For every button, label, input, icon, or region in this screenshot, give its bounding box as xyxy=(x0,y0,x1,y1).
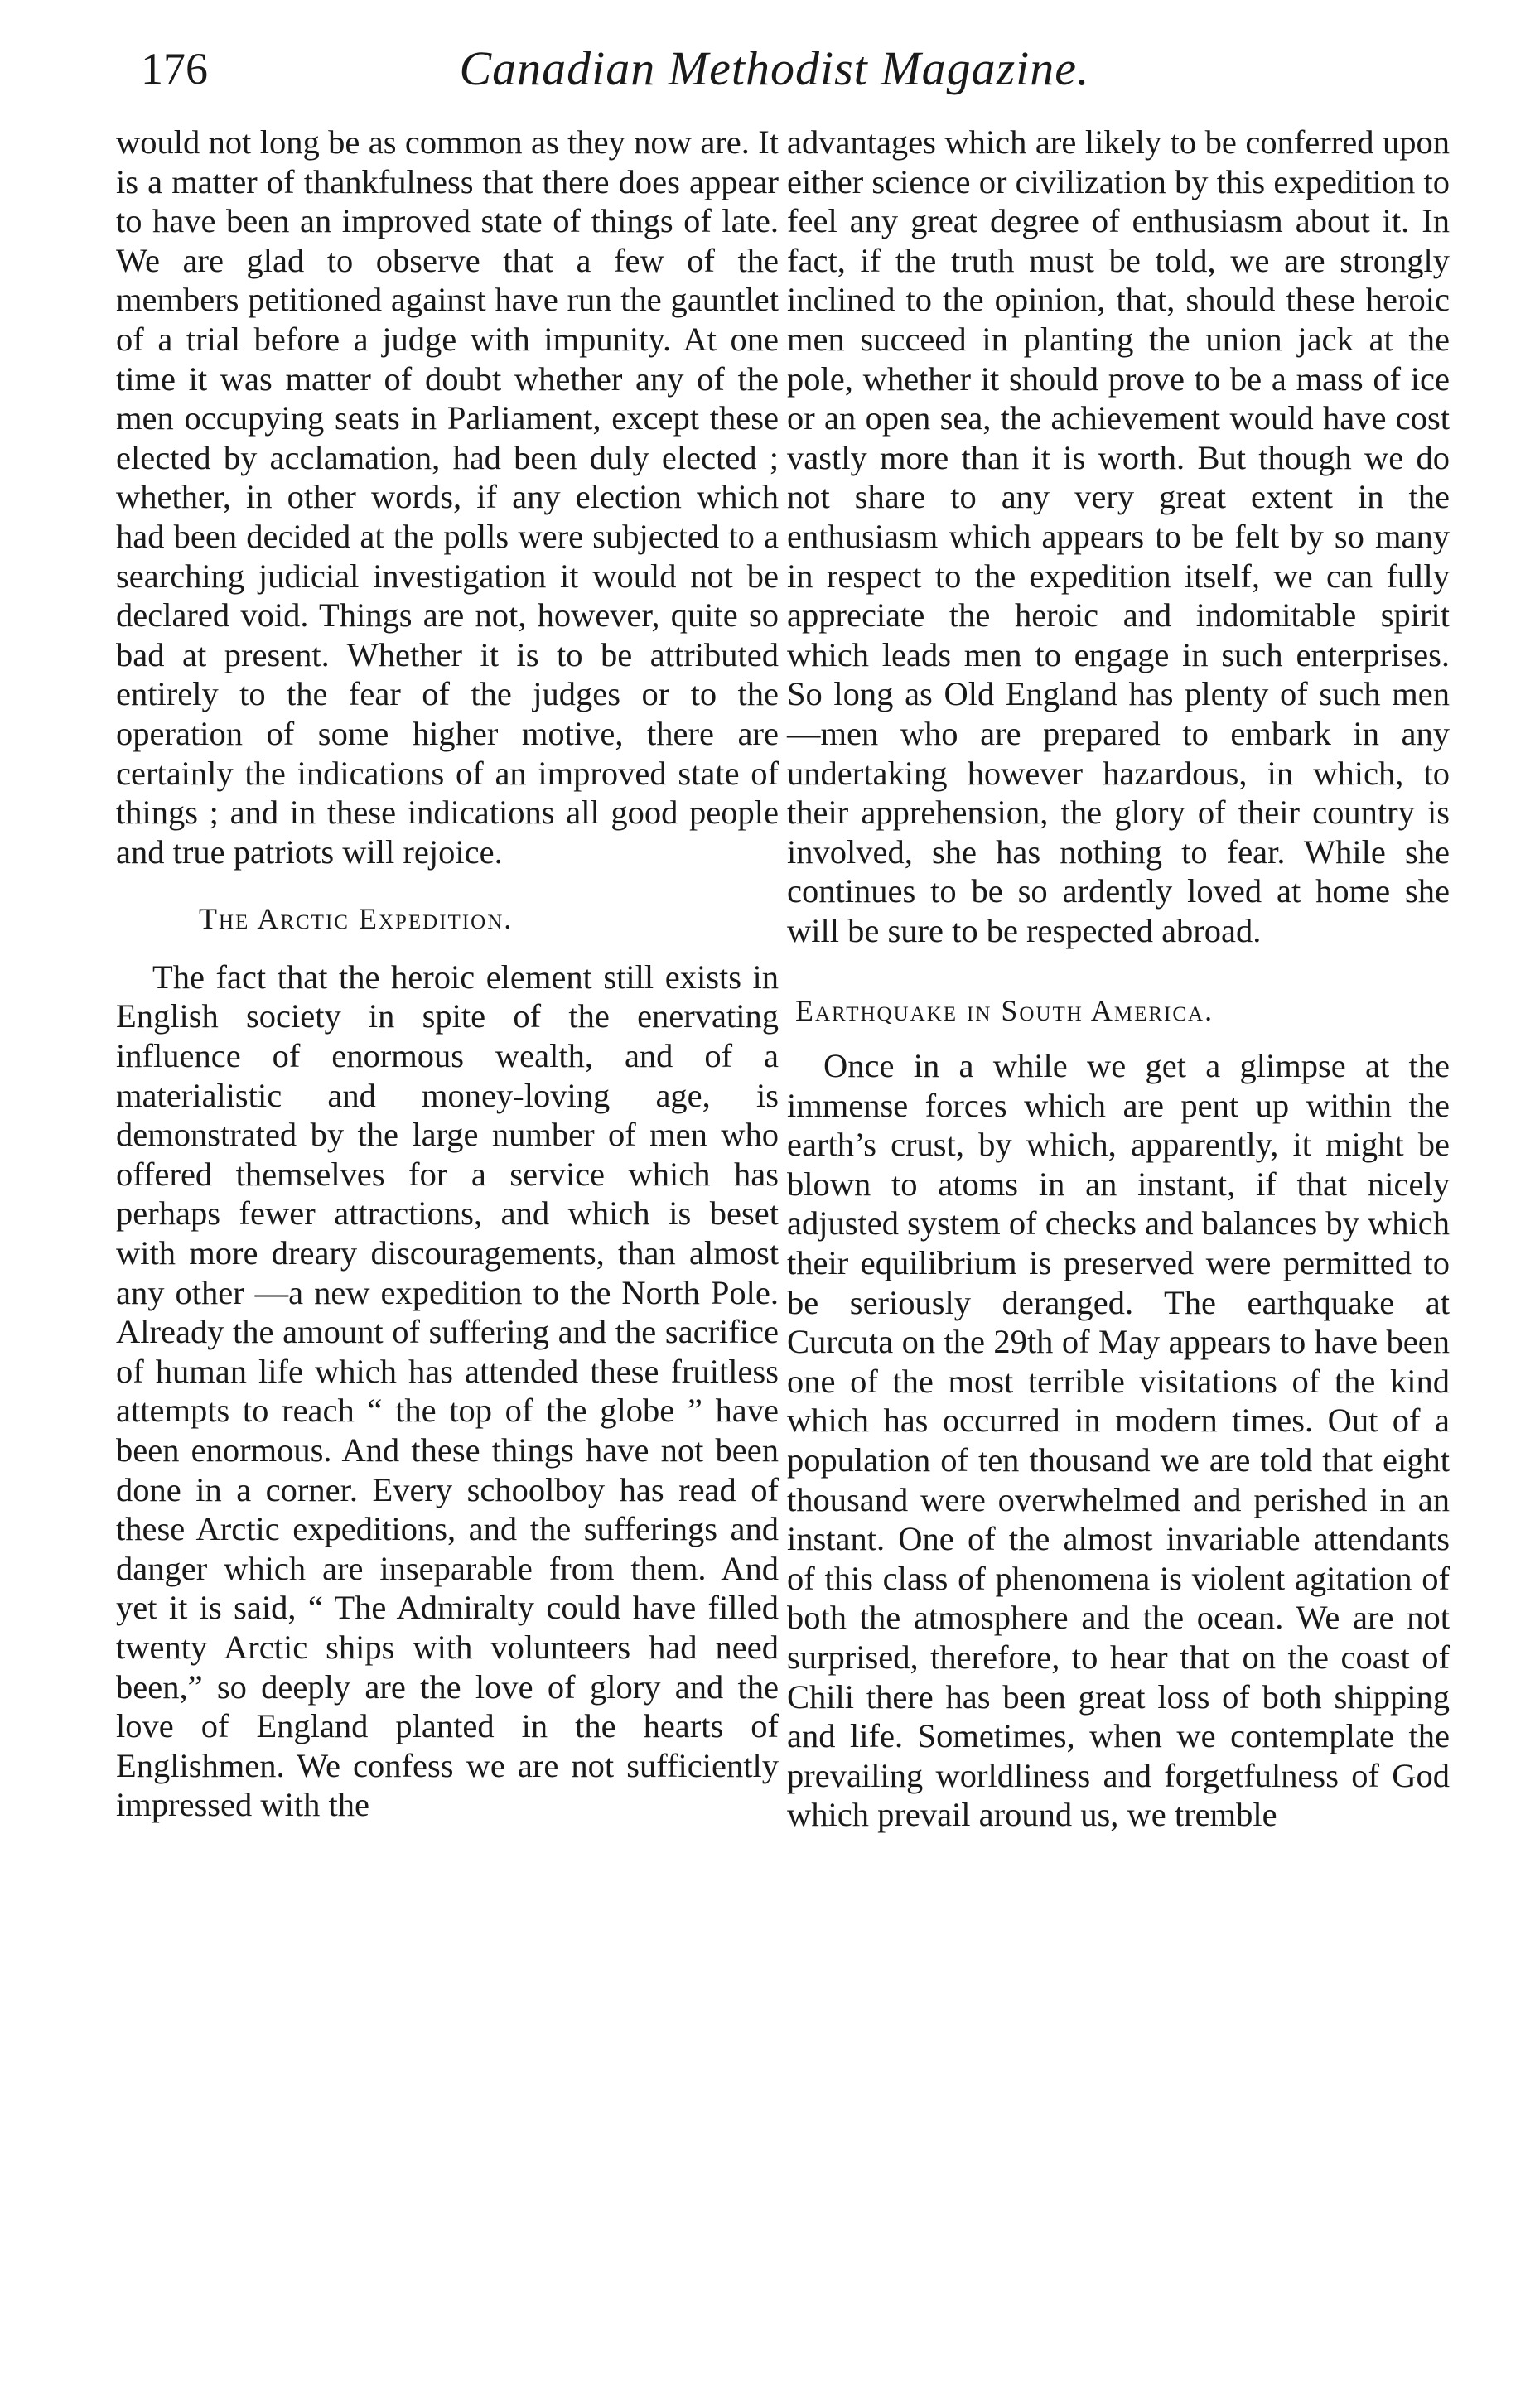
right-column xyxy=(787,123,1450,1835)
page-number: 176 xyxy=(141,44,208,94)
continued-paragraph: would not long be as common as they now are. It is a matter of thankfulness that there does appear to have been an improved state of things of late. We are glad to observe that a few of the members petitioned against have run the gauntlet of a trial before a judge with impunity. At one time it was matter of doubt whether any of the men occupying seats in Parliament, except these elected by acclamation, had been duly elected ; whether, in other words, if any election which had been decided at the polls were subjected to a searching judicial investigation it would not be declared void. Things are not, however, quite so bad at present. Whether it is to be attributed entirely to the fear of the judges or to the operation of some higher motive, there are certainly the indications of an improved state of things ; and in these indications all good people and true patriots will rejoice. xyxy=(116,123,779,871)
running-head xyxy=(116,31,1433,106)
section-heading-arctic-expedition: The Arctic Expedition. xyxy=(199,902,514,936)
magazine-title: Canadian Methodist Magazine. xyxy=(459,41,1090,95)
arctic-expedition-paragraph: The fact that the heroic element still exists in English society in spite of the enervating influence of enormous wealth, and of a materialistic and money-loving age, is demonstrated by the large number of men who offered themselves for a service which has perhaps fewer attractions, and which is beset with more dreary discouragements, than almost any other —a new expedition to the North Pole. Already the amount of suffering and the sacrifice of human life which has attended these fruitless attempts to reach “ the top of the globe ” have been enormous. And these things have not been done in a corner. Every schoolboy has read of these Arctic expeditions, and the sufferings and danger which are inseparable from them. And yet it is said, “ The Admiralty could have filled twenty Arctic ships with volunteers had need been,” so deeply are the love of glory and the love of England planted in the hearts of Englishmen. We confess we are not sufficiently impressed with the xyxy=(116,958,779,1824)
section-heading-earthquake: Earthquake in South America. xyxy=(795,994,1214,1028)
left-column xyxy=(116,123,779,1825)
earthquake-paragraph: Once in a while we get a glimpse at the immense forces which are pent up within the earth’s crust, by which, apparently, it might be blown to atoms in an instant, if that nicely adjusted system of checks and balances by which their equilibrium is preserved were permitted to be seriously deranged. The earthquake at Curcuta on the 29th of May appears to have been one of the most terrible visitations of the kind which has occurred in modern times. Out of a population of ten thousand we are told that eight thousand were overwhelmed and perished in an instant. One of the almost invariable attendants of this class of phenomena is violent agitation of both the atmosphere and the ocean. We are not surprised, therefore, to hear that on the coast of Chili there has been great loss of both shipping and life. Sometimes, when we contemplate the prevailing worldliness and forgetfulness of God which prevail around us, we tremble xyxy=(787,1047,1450,1834)
arctic-expedition-continuation: advantages which are likely to be conferred upon either science or civilization by this expedition to feel any great degree of enthusiasm about it. In fact, if the truth must be told, we are strongly inclined to the opinion, that, should these heroic men succeed in planting the union jack at the pole, whether it should prove to be a mass of ice or an open sea, the achievement would have cost vastly more than it is worth. But though we do not share to any very great extent in the enthusiasm which appears to be felt by so many in respect to the expedition itself, we can fully appreciate the heroic and indomitable spirit which leads men to engage in such enterprises. So long as Old England has plenty of such men—men who are prepared to embark in any undertaking however hazardous, in which, to their apprehension, the glory of their country is involved, she has nothing to fear. While she continues to be so ardently loved at home she will be sure to be respected abroad. xyxy=(787,123,1450,949)
